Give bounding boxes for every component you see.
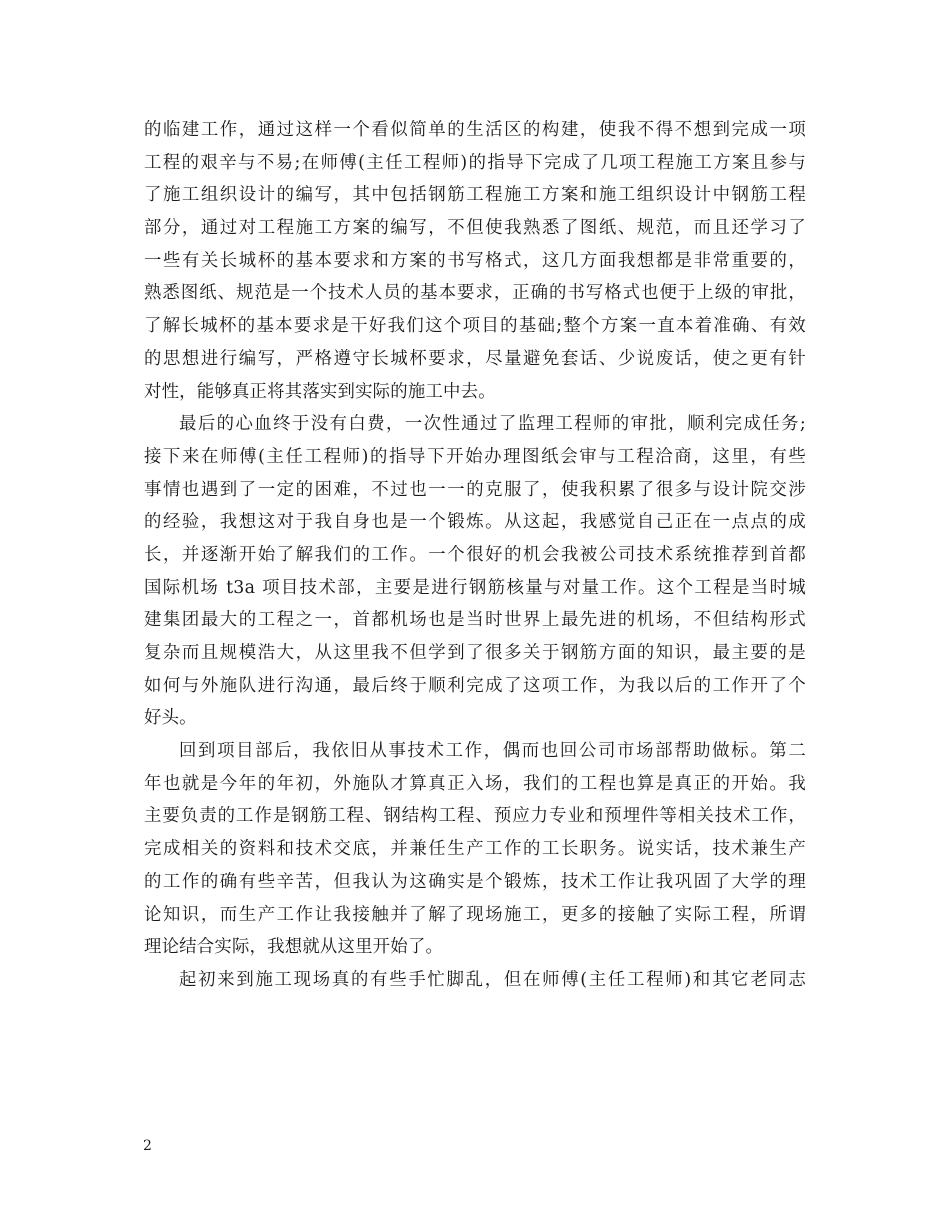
text-line: 的思想进行编写，严格遵守长城杯要求，尽量避免套话、少说废话，使之更有针 [144, 348, 806, 369]
text-line: 部分，通过对工程施工方案的编写，不但使我熟悉了图纸、规范，而且还学习了 [144, 218, 806, 239]
text-line: 事情也遇到了一定的困难，不过也一一的克服了，使我积累了很多与设计院交涉 [144, 479, 806, 500]
text-line: 接下来在师傅(主任工程师)的指导下开始办理图纸会审与工程洽商，这里，有些 [144, 446, 806, 467]
body-text [144, 114, 806, 997]
text-line: 起初来到施工现场真的有些手忙脚乱，但在师傅(主任工程师)和其它老同志 [179, 969, 806, 990]
text-line: 的经验，我想这对于我自身也是一个锻炼。从这起，我感觉自己正在一点点的成 [144, 512, 806, 533]
text-line: 复杂而且规模浩大，从这里我不但学到了很多关于钢筋方面的知识，最主要的是 [144, 643, 806, 663]
text-line: 建集团最大的工程之一，首都机场也是当时世界上最先进的机场，不但结构形式 [144, 610, 806, 631]
text-line: 回到项目部后，我依旧从事技术工作，偶而也回公司市场部帮助做标。第二 [179, 741, 806, 762]
text-line: 主要负责的工作是钢筋工程、钢结构工程、预应力专业和预埋件等相关技术工作， [144, 806, 806, 827]
text-line: 如何与外施队进行沟通，最后终于顺利完成了这项工作，为我以后的工作开了个 [144, 675, 806, 696]
text-line: 对性，能够真正将其落实到实际的施工中去。 [144, 381, 496, 402]
text-line: 最后的心血终于没有白费，一次性通过了监理工程师的审批，顺利完成任务; [179, 414, 806, 435]
text-line: 完成相关的资料和技术交底，并兼任生产工作的工长职务。说实话，技术兼生产 [144, 839, 806, 860]
text-line: 国际机场 t3a 项目技术部，主要是进行钢筋核量与对量工作。这个工程是当时城 [144, 577, 806, 598]
text-line: 好头。 [144, 708, 197, 729]
text-line: 长，并逐渐开始了解我们的工作。一个很好的机会我被公司技术系统推荐到首都 [144, 544, 806, 565]
text-line: 了解长城杯的基本要求是干好我们这个项目的基础;整个方案一直本着准确、有效 [144, 316, 806, 337]
text-line: 理论结合实际，我想就从这里开始了。 [144, 937, 444, 958]
text-line: 了施工组织设计的编写，其中包括钢筋工程施工方案和施工组织设计中钢筋工程 [144, 185, 806, 206]
text-line: 年也就是今年的年初，外施队才算真正入场，我们的工程也算是真正的开始。我 [144, 773, 806, 794]
text-line: 一些有关长城杯的基本要求和方案的书写格式，这几方面我想都是非常重要的， [144, 250, 806, 271]
text-line: 论知识，而生产工作让我接触并了解了现场施工，更多的接触了实际工程，所谓 [144, 904, 806, 925]
text-line: 的临建工作，通过这样一个看似简单的生活区的构建，使我不得不想到完成一项 [144, 120, 806, 140]
page-number: 2 [143, 1138, 152, 1154]
text-line: 工程的艰辛与不易;在师傅(主任工程师)的指导下完成了几项工程施工方案且参与 [144, 152, 806, 173]
text-line: 熟悉图纸、规范是一个技术人员的基本要求，正确的书写格式也便于上级的审批， [144, 283, 806, 304]
text-line: 的工作的确有些辛苦，但我认为这确实是个锻炼，技术工作让我巩固了大学的理 [144, 871, 806, 892]
